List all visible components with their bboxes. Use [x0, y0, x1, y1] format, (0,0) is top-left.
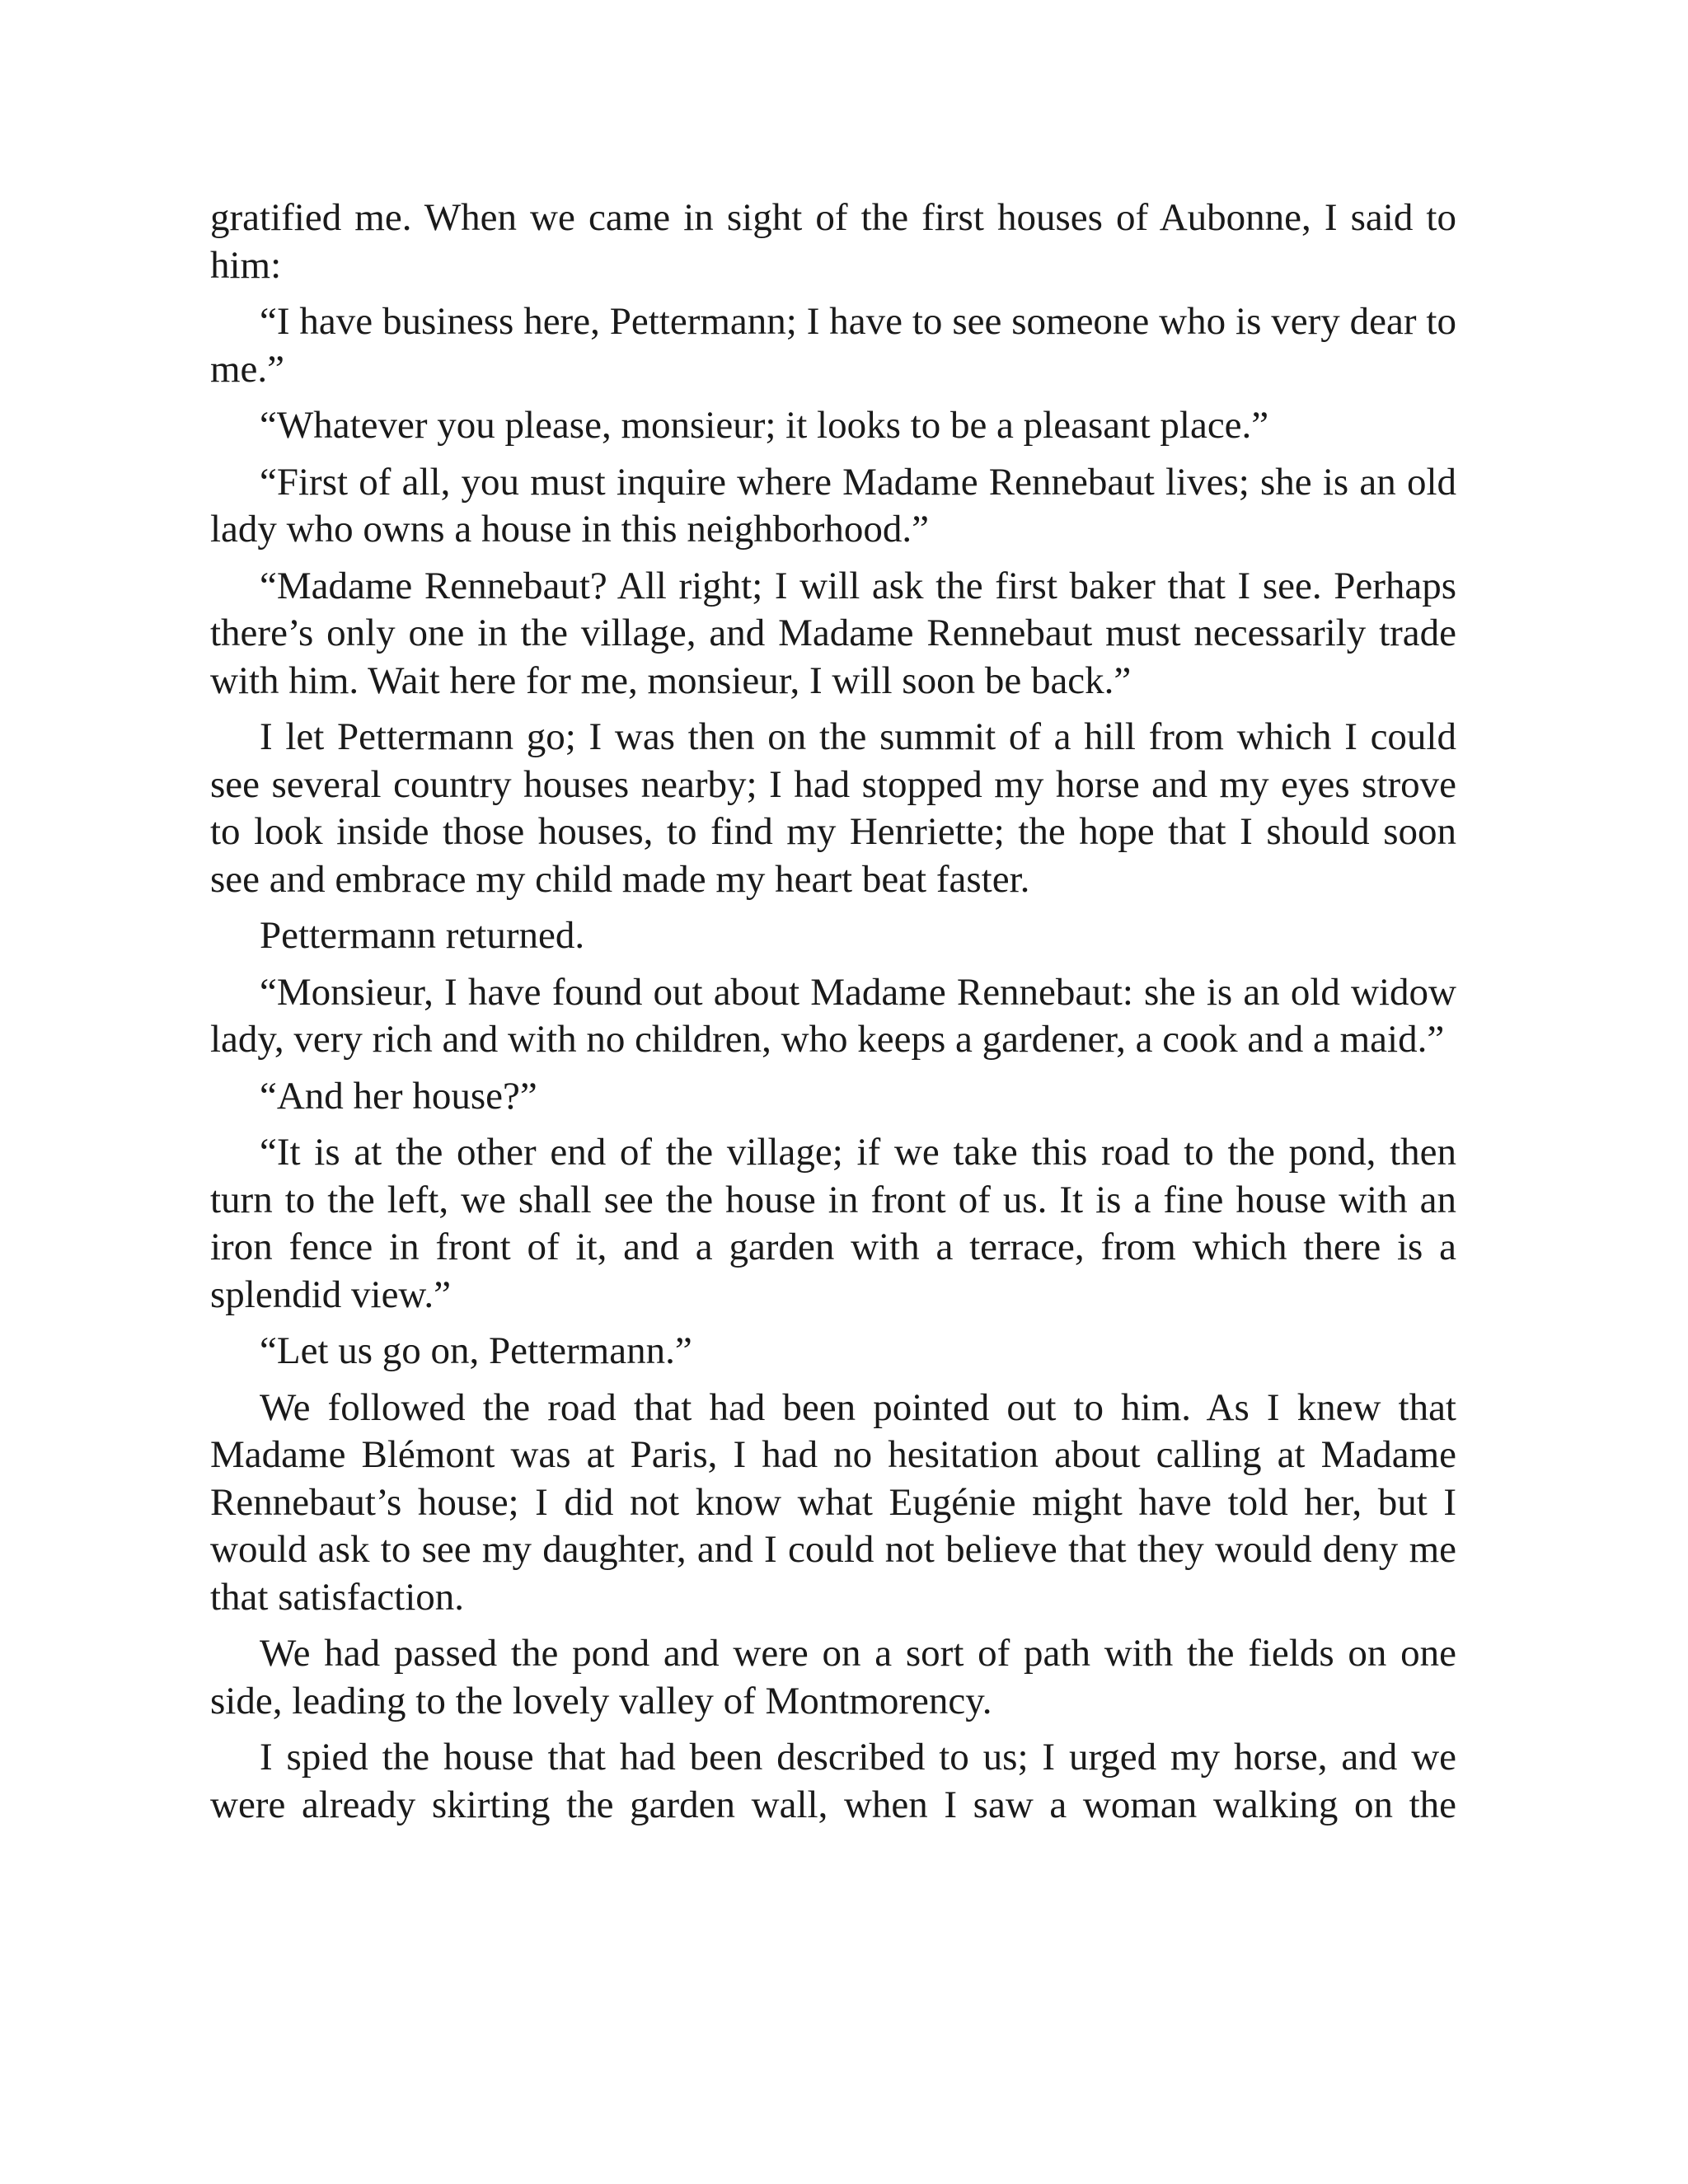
book-page-text: [210, 194, 1456, 1838]
paragraph-7: Pettermann returned.: [260, 914, 585, 957]
paragraph-4: “First of all, you must inquire where Madame Rennebaut lives; she is an old lady who owns a house in this neighborhood.”: [210, 460, 1456, 551]
paragraph-9: “And her house?”: [260, 1074, 537, 1118]
paragraph-2: “I have business here, Pettermann; I have to see someone who is very dear to me.”: [210, 300, 1456, 391]
paragraph-12: We followed the road that had been pointed out to him. As I knew that Madame Blémont was at Paris, I had no hesitation about calling at Madame Rennebaut’s house; I did not know what Eugénie might have told her, but I would ask to see my daughter, and I could not believe that they would deny me that satisfaction.: [210, 1385, 1456, 1619]
paragraph-3: “Whatever you please, monsieur; it looks to be a pleasant place.”: [260, 404, 1269, 447]
paragraph-10: “It is at the other end of the village; if we take this road to the pond, then turn to the left, we shall see the house in front of us. It is a fine house with an iron fence in front of it, and a garden with a terrace, from which there is a splendid view.”: [210, 1131, 1456, 1316]
paragraph-11: “Let us go on, Pettermann.”: [260, 1329, 692, 1372]
paragraph-13: We had passed the pond and were on a sort of path with the fields on one side, leading to the lovely valley of Montmorency.: [210, 1632, 1456, 1722]
paragraph-1: gratified me. When we came in sight of the first houses of Aubonne, I said to him:: [210, 196, 1456, 287]
paragraph-8: “Monsieur, I have found out about Madame Rennebaut: she is an old widow lady, very rich and with no children, who keeps a gardener, a cook and a maid.”: [210, 970, 1456, 1061]
paragraph-5: “Madame Rennebaut? All right; I will ask the first baker that I see. Perhaps there’s only one in the village, and Madame Rennebaut must necessarily trade with him. Wait here for me, monsieur, I will soon be back.”: [210, 564, 1456, 702]
paragraph-6: I let Pettermann go; I was then on the summit of a hill from which I could see several country houses nearby; I had stopped my horse and my eyes strove to look inside those houses, to find my Henriette; the hope that I should soon see and embrace my child made my heart beat faster.: [210, 715, 1456, 901]
paragraph-14: I spied the house that had been described to us; I urged my horse, and we were already skirting the garden wall, when I saw a woman walking on the: [210, 1736, 1456, 1826]
